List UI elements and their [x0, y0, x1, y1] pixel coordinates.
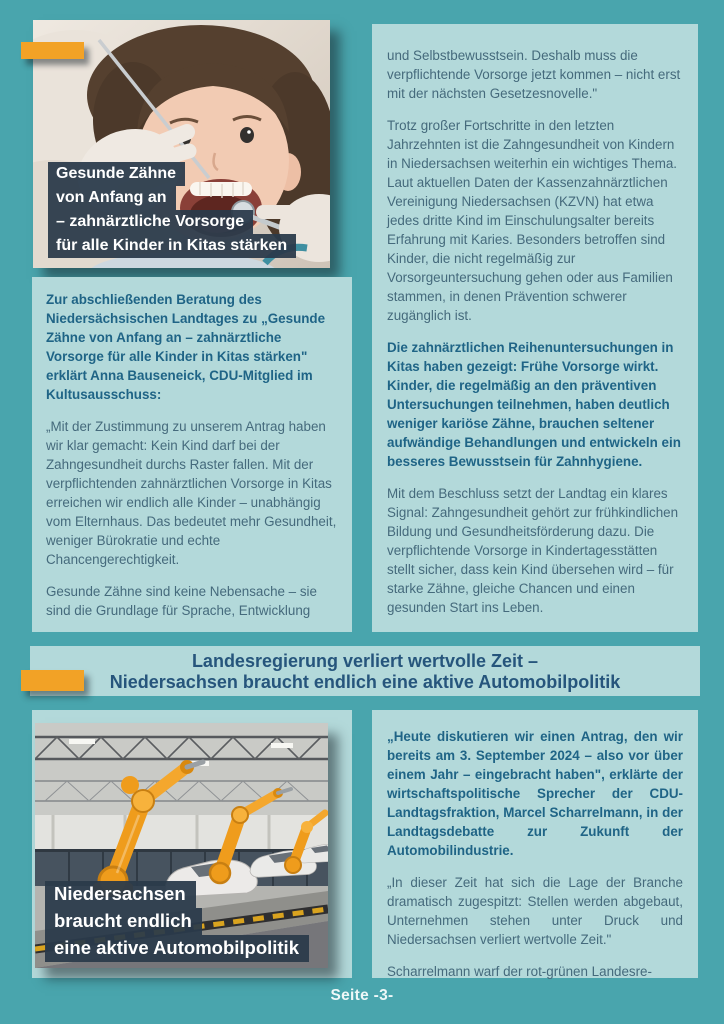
paragraph: Scharrelmann warf der rot-grünen Landesre-	[387, 964, 652, 979]
page-number: Seite -3-	[330, 987, 394, 1004]
caption-line: braucht endlich	[45, 908, 202, 935]
caption-line: eine aktive Automobilpolitik	[45, 935, 309, 962]
paragraph: „Heute diskutieren wir einen Antrag, den wir bereits am 3. September 2024 – also vor über einem Jahr – eingebracht haben", erklärte der wirtschaftspolitische Sprecher der CDU-Landtagsfraktion, Marcel Scharrelmann, in der Landtagsdebatte zur Zukunft der Automobilindustrie.	[387, 729, 683, 858]
caption-line: für alle Kinder in Kitas stärken	[48, 234, 296, 258]
story1-left-panel	[32, 277, 352, 632]
story1-right-column-text	[387, 46, 683, 617]
caption-line: von Anfang an	[48, 186, 176, 210]
caption-line: – zahnärztliche Vorsorge	[48, 210, 253, 234]
story2-headline	[30, 651, 700, 692]
paragraph: Mit dem Beschluss setzt der Landtag ein klares Signal: Zahngesundheit gehört zur frühkindlichen Bildung und Gesundheitsförderung dazu. Die verpflichtende Vorsorge in Kindertagesstätten stellt sicher, dass kein Kind übersehen wird – für starke Zähne, gleiche Chancen und einen gesunden Start ins Leben.	[387, 486, 679, 615]
caption-line: Niedersachsen	[45, 881, 196, 908]
factory-photo	[35, 723, 328, 968]
paragraph: Trotz großer Fortschritte in den letzten Jahrzehnten ist die Zahngesundheit von Kindern in Niedersachsen weiterhin ein wichtiges Thema. Laut aktuellen Daten der Kassenzahnärztlichen Vereinigung Niedersachsen (KZVN) hat etwa jedes dritte Kind im Einschulungsalter bereits Erfahrung mit Karies. Besonders betroffen sind Kinder, die nicht regelmäßig zur Vorsorgeuntersuchung gehen oder aus Familien stammen, in denen Prävention schwerer zugänglich ist.	[387, 118, 678, 323]
headline-line: Landesregierung verliert wertvolle Zeit –	[191, 651, 539, 671]
orange-accent-bar-top	[21, 42, 84, 59]
story2-headline-banner	[30, 646, 700, 696]
paragraph: „Mit der Zustimmung zu unserem Antrag haben wir klar gemacht: Kein Kind darf bei der Zahngesundheit durchs Raster fallen. Mit der verpflichtenden zahnärztlichen Vorsorge in Kitas erreichen wir endlich alle Kinder – unabhängig vom Elternhaus. Das bedeutet mehr Gesundheit, weniger Bürokratie und echte Chancengerechtigkeit.	[46, 419, 337, 567]
paragraph: Gesunde Zähne sind keine Nebensache – sie sind die Grundlage für Sprache, Entwicklung	[46, 584, 317, 618]
caption-line: Gesunde Zähne	[48, 162, 185, 186]
paragraph: „In dieser Zeit hat sich die Lage der Branche dramatisch zugespitzt: Stellen werden abgebaut, Unternehmen stehen unter Druck und Niedersachsen verliert wertvolle Zeit."	[387, 875, 683, 947]
paragraph: Die zahnärztlichen Reihenuntersuchungen in Kitas haben gezeigt: Frühe Vorsorge wirkt. Kinder, die regelmäßig an den präventiven Untersuchungen teilnehmen, haben deutlich weniger kariöse Zähne, brauchen seltener aufwändige Behandlungen und entwickeln ein besseres Bewusstsein für Zahnhygiene.	[387, 340, 681, 469]
paragraph: und Selbstbewusstsein. Deshalb muss die verpflichtende Vorsorge jetzt kommen – nicht erst mit der nächsten Gesetzesnovelle."	[387, 48, 681, 101]
headline-line: Niedersachsen braucht endlich eine aktive Automobilpolitik	[109, 671, 621, 692]
dentist-photo-caption	[48, 162, 296, 258]
story1-right-panel	[372, 24, 698, 632]
story2-right-panel	[372, 710, 698, 978]
story1-left-column-text	[46, 290, 338, 620]
factory-photo-caption	[45, 881, 309, 962]
paragraph: Zur abschließenden Beratung des Niedersächsischen Landtages zu „Gesunde Zähne von Anfang an – zahnärztliche Vorsorge für alle Kinder in Kitas stärken" erklärt Anna Bauseneick, CDU-Mitglied im Kultusausschuss:	[46, 292, 326, 402]
story2-right-column-text	[387, 727, 683, 981]
orange-accent-bar-middle	[21, 670, 84, 691]
